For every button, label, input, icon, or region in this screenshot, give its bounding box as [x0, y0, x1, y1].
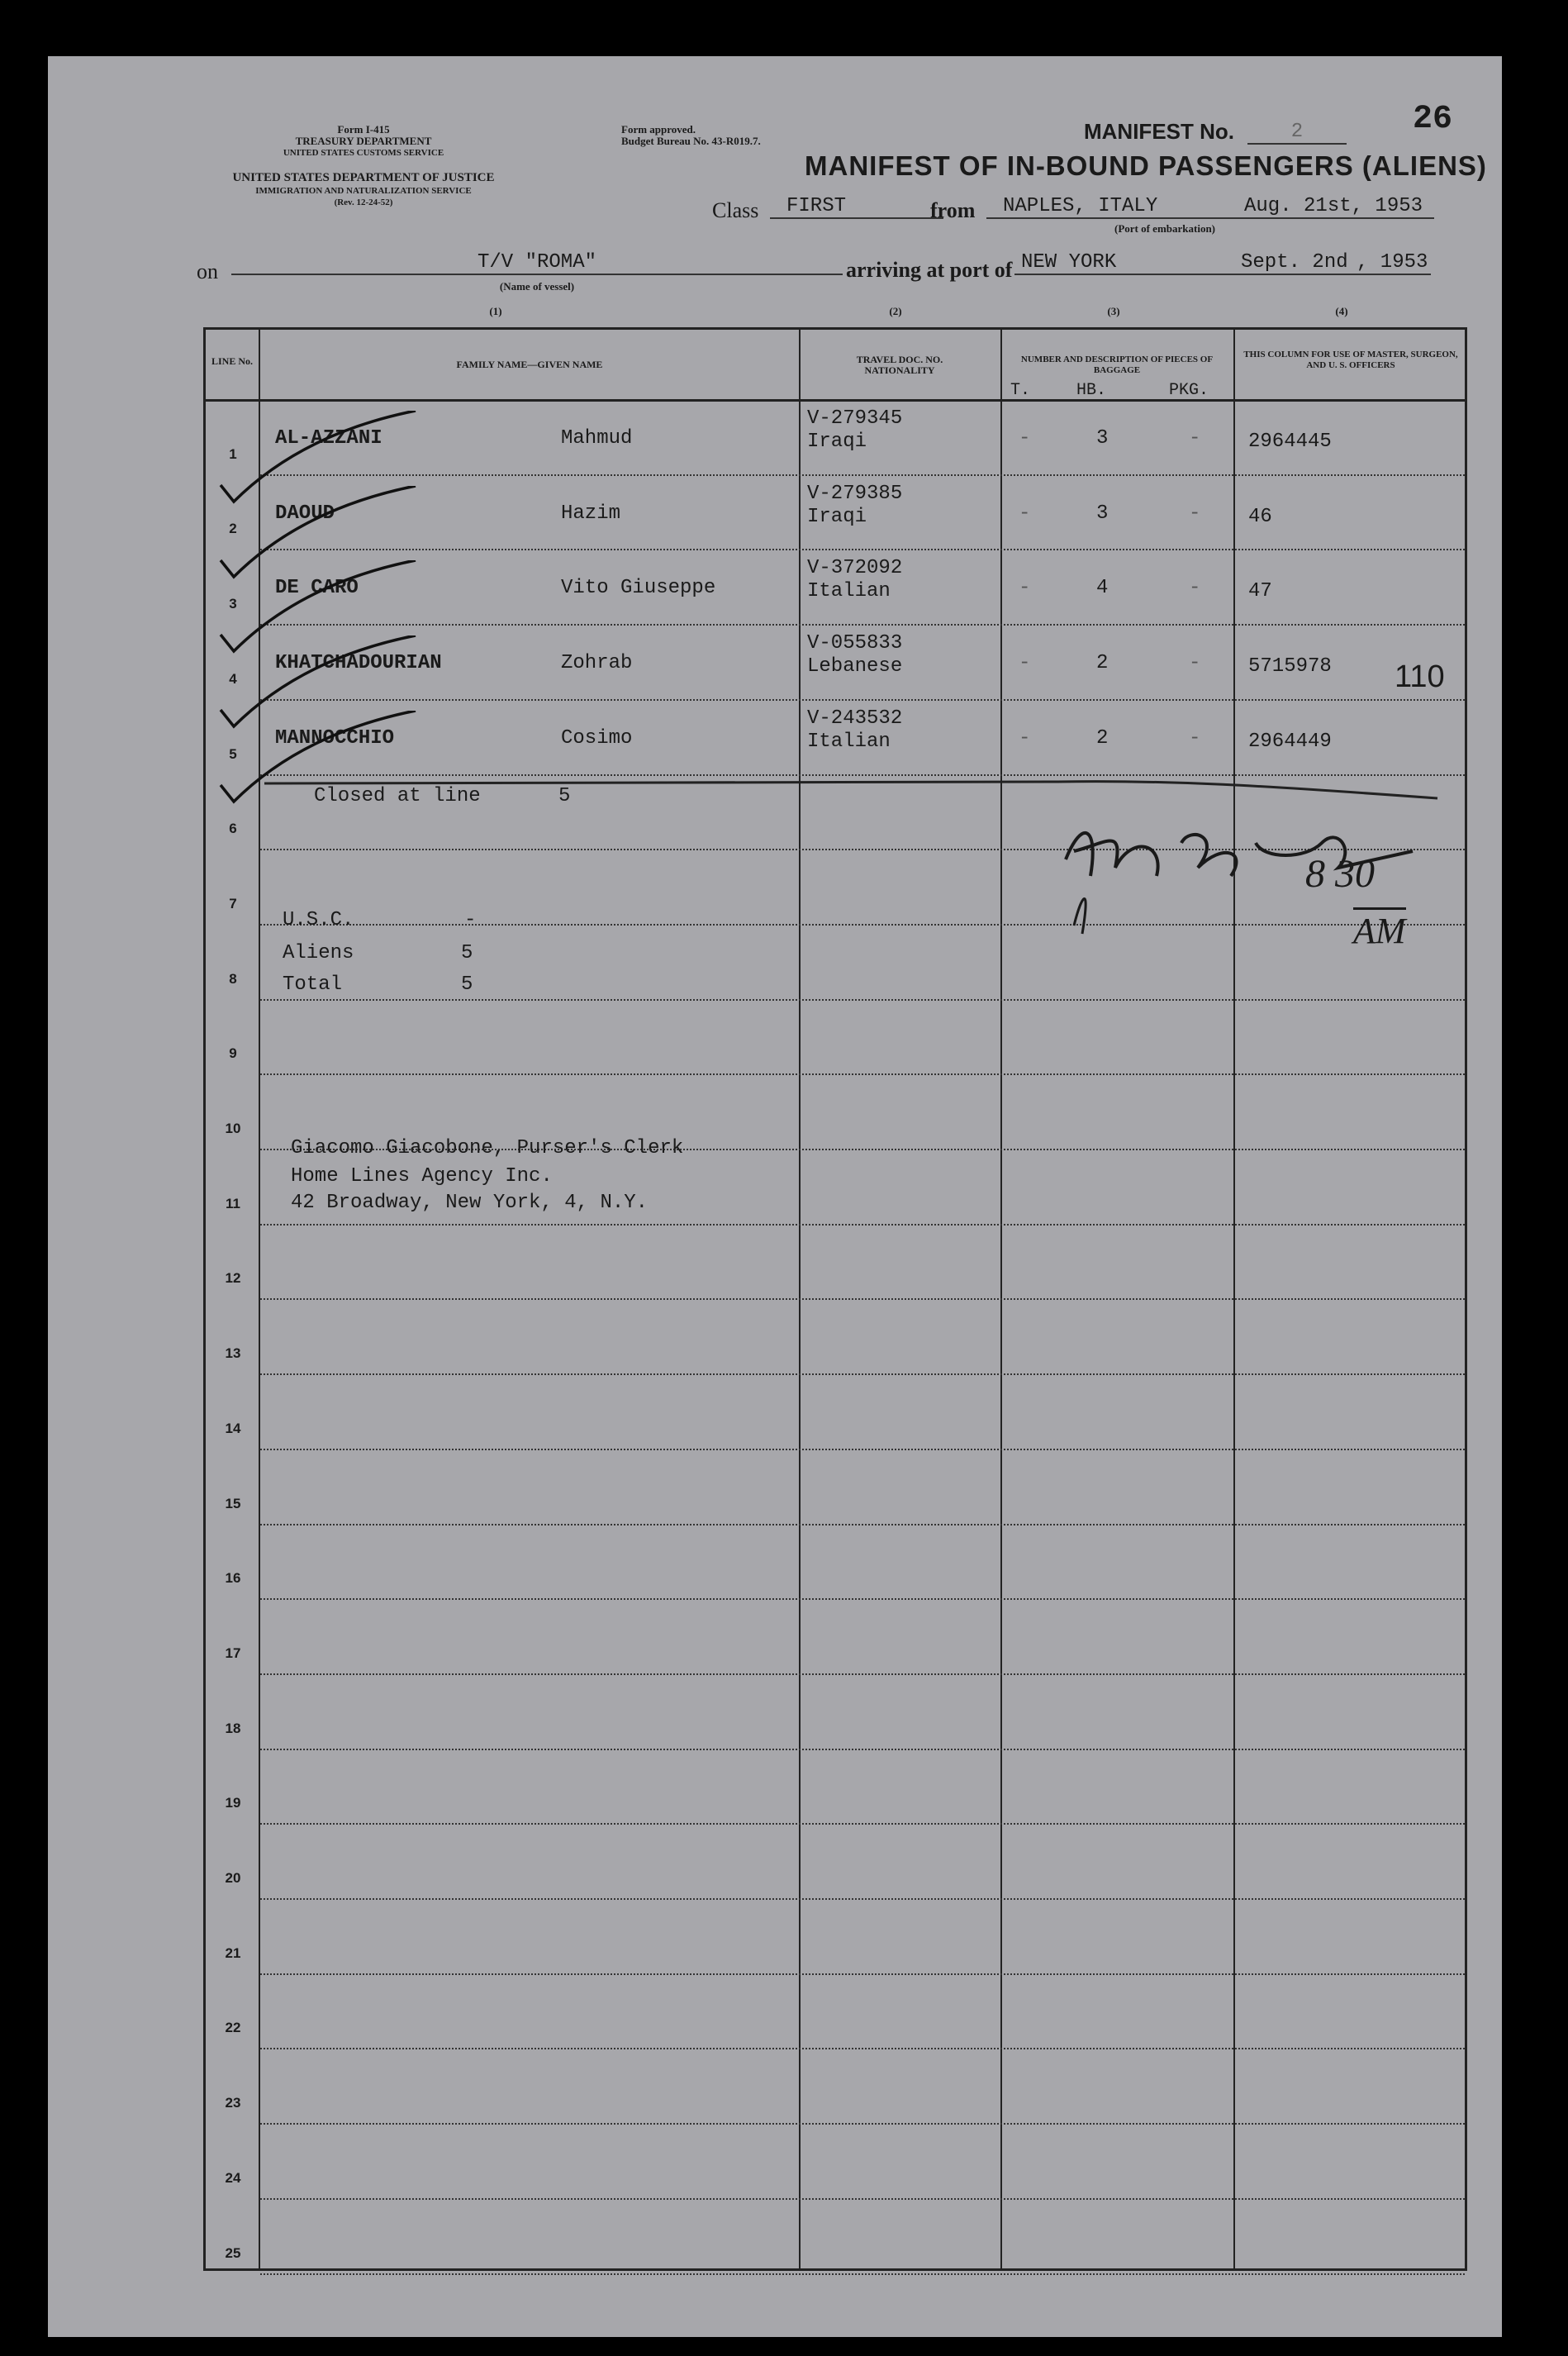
baggage-t: -	[1019, 502, 1031, 525]
line-number: 3	[229, 596, 237, 612]
closed-at-line-value: 5	[558, 785, 571, 807]
column-3-number: (3)	[1107, 305, 1120, 317]
line-number: 17	[225, 1644, 241, 1661]
line-number: 5	[229, 745, 237, 762]
row-rule	[260, 1373, 1465, 1375]
row-rule	[260, 1073, 1465, 1075]
line-number: 18	[225, 1720, 241, 1736]
total-label: Total	[283, 973, 343, 996]
passenger-given-name: Mahmud	[561, 427, 633, 450]
baggage-pkg: -	[1189, 502, 1201, 525]
baggage-hb: 3	[1096, 427, 1109, 450]
closed-at-line-label: Closed at line	[314, 785, 481, 807]
agent-line-1: Giacomo Giacobone, Purser's Clerk	[291, 1137, 684, 1159]
header-line-no: LINE No.	[211, 355, 253, 367]
baggage-t: -	[1019, 726, 1031, 750]
passenger-given-name: Hazim	[561, 502, 621, 525]
row-rule	[260, 1224, 1465, 1226]
passenger-given-name: Zohrab	[561, 652, 633, 675]
row-rule	[260, 1823, 1465, 1825]
passenger-given-name: Vito Giuseppe	[561, 577, 716, 600]
baggage-pkg: -	[1189, 726, 1201, 750]
baggage-t: -	[1019, 652, 1031, 675]
treasury-department: TREASURY DEPARTMENT	[295, 135, 432, 147]
travel-doc-no: V-279345	[807, 407, 903, 430]
arrival-date: Sept. 2nd	[1208, 251, 1390, 275]
row-rule	[260, 549, 1465, 550]
baggage-hb: 4	[1096, 577, 1109, 600]
baggage-hb: 3	[1096, 502, 1109, 525]
travel-doc-no: V-279385	[807, 482, 903, 505]
row-rule	[260, 1449, 1465, 1450]
officer-file-no: 5715978	[1248, 655, 1332, 678]
line-number: 6	[229, 821, 237, 837]
row-rule	[260, 1298, 1465, 1300]
header-name: FAMILY NAME—GIVEN NAME	[456, 359, 603, 370]
header-travel-doc: TRAVEL DOC. NO. NATIONALITY	[856, 354, 943, 376]
revision-date: (Rev. 12-24-52)	[334, 198, 393, 207]
row-rule	[260, 474, 1465, 476]
travel-doc-no: V-055833	[807, 632, 903, 655]
line-number: 16	[225, 1570, 241, 1587]
form-approved: Form approved.	[621, 123, 696, 136]
baggage-pkg: -	[1189, 427, 1201, 450]
line-number: 24	[225, 2169, 241, 2186]
class-value: FIRST	[770, 195, 943, 219]
row-rule	[260, 999, 1465, 1001]
signoff-time: 8 30	[1305, 852, 1375, 896]
line-number: 1	[229, 445, 237, 462]
nationality: Italian	[807, 580, 891, 603]
travel-doc-no: V-372092	[807, 557, 903, 580]
page-number: 26	[1413, 101, 1453, 138]
header-divider	[206, 399, 1465, 402]
nationality: Lebanese	[807, 655, 903, 678]
annotation-110: 110	[1395, 659, 1445, 694]
column-1-number: (1)	[489, 305, 502, 317]
arrival-port: NEW YORK	[1014, 251, 1211, 275]
vessel-name: T/V "ROMA"	[231, 251, 843, 275]
line-number: 15	[225, 1495, 241, 1511]
nationality: Italian	[807, 730, 891, 753]
row-rule	[260, 1898, 1465, 1900]
vessel-caption: (Name of vessel)	[499, 280, 575, 293]
passenger-family-name: DE CARO	[275, 577, 359, 600]
line-number: 22	[225, 2020, 241, 2036]
line-number: 14	[225, 1420, 241, 1436]
officer-file-no: 2964449	[1248, 730, 1332, 753]
passenger-family-name: AL-AZZANI	[275, 427, 382, 450]
row-rule	[260, 1973, 1465, 1975]
passenger-given-name: Cosimo	[561, 726, 633, 750]
row-rule	[260, 699, 1465, 701]
form-number: Form I-415	[337, 123, 390, 136]
usc-value: -	[464, 909, 477, 931]
signoff-ampm: AM	[1353, 907, 1406, 952]
line-number: 11	[226, 1195, 240, 1211]
manifest-no-label: MANIFEST No.	[1084, 119, 1234, 144]
immigration-service: IMMIGRATION AND NATURALIZATION SERVICE	[255, 186, 472, 196]
manifest-table	[203, 327, 1467, 2271]
header-bag-hb: HB.	[1076, 381, 1107, 400]
line-number: 9	[229, 1045, 237, 1062]
column-4-number: (4)	[1335, 305, 1348, 317]
line-number: 20	[225, 1870, 241, 1886]
line-number: 2	[229, 521, 237, 537]
embarkation-port: NAPLES, ITALY	[986, 195, 1251, 219]
manifest-no: 2	[1247, 121, 1347, 145]
line-number: 8	[229, 970, 237, 987]
header-bag-pkg: PKG.	[1169, 381, 1209, 400]
row-rule	[260, 1524, 1465, 1525]
row-rule	[260, 1749, 1465, 1750]
row-rule	[260, 2198, 1465, 2200]
on-label: on	[197, 259, 218, 283]
line-number: 4	[229, 670, 237, 687]
aliens-label: Aliens	[283, 942, 354, 964]
header-officer-use: THIS COLUMN FOR USE OF MASTER, SURGEON, AND U. S. OFFICERS	[1243, 350, 1458, 370]
officer-file-no: 2964445	[1248, 431, 1332, 453]
from-label: from	[930, 198, 976, 222]
line-number: 10	[225, 1121, 241, 1136]
nationality: Iraqi	[807, 431, 867, 453]
travel-doc-no: V-243532	[807, 707, 903, 730]
line-number: 23	[225, 2095, 241, 2111]
total-value: 5	[461, 973, 473, 996]
row-rule	[260, 2048, 1465, 2049]
class-label: Class	[712, 198, 759, 222]
agent-line-3: 42 Broadway, New York, 4, N.Y.	[291, 1192, 649, 1214]
departure-date: Aug. 21st, 1953	[1236, 195, 1434, 219]
baggage-pkg: -	[1189, 652, 1201, 675]
passenger-family-name: KHATCHADOURIAN	[275, 652, 442, 675]
baggage-hb: 2	[1096, 726, 1109, 750]
usc-label: U.S.C.	[283, 909, 354, 931]
column-2-number: (2)	[889, 305, 902, 317]
baggage-t: -	[1019, 427, 1031, 450]
baggage-t: -	[1019, 577, 1031, 600]
passenger-family-name: DAOUD	[275, 502, 335, 525]
arrival-year: , 1953	[1357, 251, 1431, 275]
baggage-pkg: -	[1189, 577, 1201, 600]
header-baggage: NUMBER AND DESCRIPTION OF PIECES OF BAGGAGE	[1020, 355, 1214, 375]
header-bag-t: T.	[1010, 381, 1031, 400]
department-of-justice: UNITED STATES DEPARTMENT OF JUSTICE	[232, 171, 495, 184]
aliens-value: 5	[461, 942, 473, 964]
passenger-family-name: MANNOCCHIO	[275, 726, 395, 750]
arriving-label: arriving at port of	[846, 258, 1013, 282]
officer-file-no: 47	[1248, 580, 1272, 603]
line-number: 19	[225, 1795, 241, 1811]
line-number: 21	[225, 1944, 241, 1961]
line-number: 12	[225, 1270, 241, 1287]
row-rule	[260, 2273, 1465, 2275]
agent-line-2: Home Lines Agency Inc.	[291, 1165, 553, 1188]
line-number: 25	[225, 2244, 241, 2261]
nationality: Iraqi	[807, 505, 867, 528]
row-rule	[260, 624, 1465, 626]
row-rule	[260, 1673, 1465, 1675]
baggage-hb: 2	[1096, 652, 1109, 675]
port-caption: (Port of embarkation)	[1114, 222, 1216, 235]
line-number: 7	[229, 895, 237, 911]
officer-file-no: 46	[1248, 505, 1272, 528]
row-rule	[260, 1598, 1465, 1600]
budget-bureau: Budget Bureau No. 43-R019.7.	[621, 135, 761, 147]
customs-service: UNITED STATES CUSTOMS SERVICE	[283, 148, 444, 158]
row-rule	[260, 2123, 1465, 2125]
line-number: 13	[225, 1345, 241, 1362]
manifest-title: MANIFEST OF IN-BOUND PASSENGERS (ALIENS)	[805, 150, 1487, 181]
